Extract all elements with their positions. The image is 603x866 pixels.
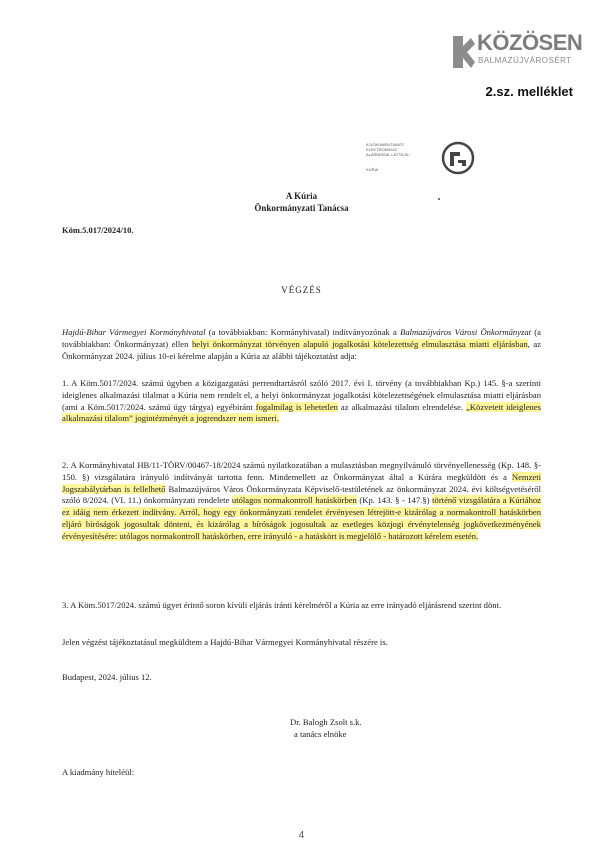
signer-role: a tanács elnöke	[294, 729, 347, 739]
kuria-seal-icon	[440, 140, 476, 176]
court-name: A Kúria	[285, 191, 318, 201]
p2-text-a: 2. A Kormányhivatal HB/11-TÖRV/00467-18/2024 számú nyilatkozatában a mulasztásban megnyilvánuló törvényellenesség (Kp. 148. §- 150. §) vizsgálatára irányuló indítványát tartotta fenn. Mindemellett az Önkormányzat által a Kúrára megküldött és a	[62, 460, 541, 482]
intro-paragraph	[62, 327, 541, 362]
intro-authority: Hajdú-Bihar Vármegyei Kormányhivatal	[62, 327, 206, 337]
intro-municipality: Balmazújváros Városi Önkormányzat	[400, 327, 532, 337]
signer-name: Dr. Balogh Zsolt s.k.	[290, 717, 362, 727]
certification-label: A kiadmány hiteléül:	[62, 767, 135, 777]
case-number: Köm.5.017/2024/10.	[62, 225, 134, 235]
stamp-court: KÚRIA	[366, 167, 379, 172]
annex-label: 2.sz. melléklet	[485, 84, 573, 99]
document-title: VÉGZÉS	[281, 285, 322, 295]
p2-highlight-c: történő vizsgálatára a Kúriához ez idáig nem érkezett indítvány. Arról, hogy egy önkormányzati rendelet érvényesen létrejött-e kizárólag a normakontroll hatáskörben eljáró bíróságok jogosultak dönteni, és kizárólag a bíróságok jogosultak az esetleges közjogi érvénytelenség jogkövetkezményének érvényesítésére: utólagos normakontroll hatáskörben, erre irányuló - a hatáskört is megjelölő - határozott kérelem esetén.	[62, 495, 541, 541]
p1-text-a: 1. A Köm.5017/2024. számú ügyben a közigazgatási perrendtartásról szóló 2017. évi I. törvény (a továbbiakban Kp.) 145. §-a szerinti ideiglenes alkalmazási tilalmat a Kúria nem rendelt el, a helyi önkormányzat jogalkotási kötelezettségének elmulasztása miatti eljárásban (ami a Köm.5017/2024. számú ügy tárgya) egyébiránt	[62, 378, 541, 412]
paragraph-3: 3. A Köm.5017/2024. számú ügyet érintő soron kívüli eljárás iránti kérelméről a Kúria az erre irányadó eljárásrend szerint dönt.	[62, 600, 502, 610]
intro-text-c: , az Önkormányzat 2024. július 10-ei kérelme alapján a Kúria az alábbi tájékoztatást adja:	[62, 338, 541, 361]
p1-highlight-b: „Közvetett ideiglenes alkalmazási tilalom” jogintézményét a jogrendszer nem ismeri.	[62, 401, 542, 424]
p2-highlight-a: Nemzeti Jogszabálytárban is fellelhető	[62, 471, 541, 494]
paragraph-2	[62, 460, 541, 543]
logo-word: KÖZÖSEN	[477, 30, 583, 55]
p1-highlight-a: fogalmilag is lehetetlen	[255, 401, 338, 412]
stamp-line-1: A DOKUMENTUMOT ELEKTRONIKUS	[366, 142, 405, 152]
page-number: 4	[298, 830, 305, 841]
p2-text-b: Balmazújváros Város Önkormányzata Képviselő-testületének az önkormányzat 2024. évi költségvetéséről szóló 8/2024. (VI. 11.) önkormányzati rendelete	[62, 483, 541, 506]
p2-text-c: (Kp. 143. § - 147.§)	[356, 495, 433, 506]
place-date: Budapest, 2024. július 12.	[62, 672, 152, 682]
paragraph-1	[62, 378, 541, 425]
intro-text-a: (a továbbiakban: Kormányhivatal) indítványozónak a	[205, 327, 401, 337]
p1-text-b: az alkalmazási tilalom elrendelése.	[337, 401, 466, 412]
court-council: Önkormányzati Tanácsa	[254, 203, 349, 213]
intro-highlight: helyi önkormányzat törvényen alapuló jogalkotási kötelezettség elmulasztása miatti eljárásban	[191, 338, 528, 349]
paragraph-4: Jelen végzést tájékoztatásul megküldtem a Hajdú-Bihar Vármegyei Kormányhivatal részére is.	[62, 637, 388, 647]
stamp-line-2: ALÁÍRÁSSAL LÁTTA EL:	[366, 152, 411, 157]
logo-subtitle: BALMAZÚJVÁROSÉRT	[478, 56, 572, 65]
esign-stamp	[366, 142, 436, 157]
intro-text-b: (a továbbiakban: Önkormányzat) ellen	[62, 327, 541, 349]
p2-highlight-b: utólagos normakontroll hatáskörben	[231, 495, 357, 506]
